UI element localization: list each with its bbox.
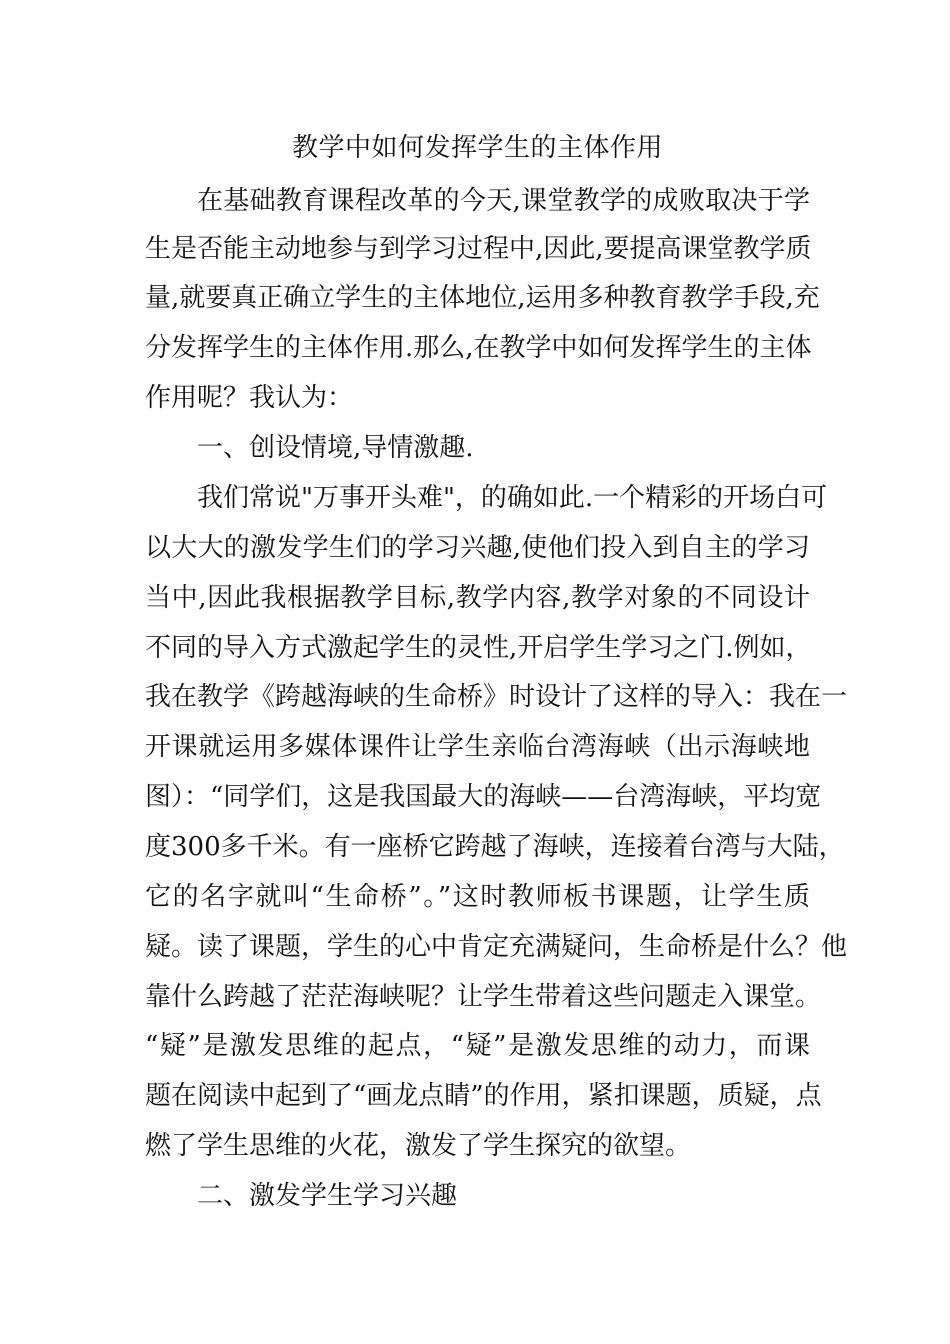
document-title: 教学中如何发挥学生的主体作用: [291, 133, 663, 163]
paragraph-line: 燃了学生思维的火花，激发了学生探究的欲望。: [145, 1131, 692, 1161]
paragraph-line: 作用呢？我认为：: [145, 383, 354, 413]
paragraph-line: 开课就运用多媒体课件让学生亲临台湾海峡（出示海峡地: [145, 732, 810, 762]
paragraph-line: 以大大的激发学生们的学习兴趣,使他们投入到自主的学习: [145, 533, 810, 563]
paragraph-line: 当中,因此我根据教学目标,教学内容,教学对象的不同设计: [145, 583, 810, 613]
section-heading-2: 二、激发学生学习兴趣: [197, 1181, 458, 1211]
paragraph-line: 题在阅读中起到了“画龙点睛”的作用，紧扣课题，质疑，点: [145, 1081, 822, 1111]
paragraph-line: “疑”是激发思维的起点，“疑”是激发思维的动力，而课: [145, 1031, 810, 1061]
section-heading-1: 一、创设情境,导情激趣.: [197, 433, 474, 463]
paragraph-line: 图）：“同学们，这是我国最大的海峡——台湾海峡，平均宽: [145, 782, 822, 812]
paragraph-line: 疑。读了课题，学生的心中肯定充满疑问，生命桥是什么？他: [145, 932, 848, 962]
paragraph-line: 生是否能主动地参与到学习过程中,因此,要提高课堂教学质: [145, 234, 812, 264]
paragraph-line: 我在教学《跨越海峡的生命桥》时设计了这样的导入：我在一: [145, 682, 848, 712]
paragraph-line: 它的名字就叫“生命桥”。”这时教师板书课题，让学生质: [145, 882, 810, 912]
paragraph-line: 量,就要真正确立学生的主体地位,运用多种教育教学手段,充: [145, 283, 820, 313]
paragraph-line: 我们常说"万事开头难"，的确如此.一个精彩的开场白可: [197, 483, 828, 513]
paragraph-line: 度300多千米。有一座桥它跨越了海峡，连接着台湾与大陆，: [145, 832, 845, 862]
paragraph-line: 不同的导入方式激起学生的灵性,开启学生学习之门.例如，: [145, 633, 812, 663]
paragraph-line: 在基础教育课程改革的今天,课堂教学的成败取决于学: [197, 186, 810, 216]
paragraph-line: 靠什么跨越了茫茫海峡呢？让学生带着这些问题走入课堂。: [145, 982, 822, 1012]
paragraph-line: 分发挥学生的主体作用.那么,在教学中如何发挥学生的主体: [145, 333, 812, 363]
